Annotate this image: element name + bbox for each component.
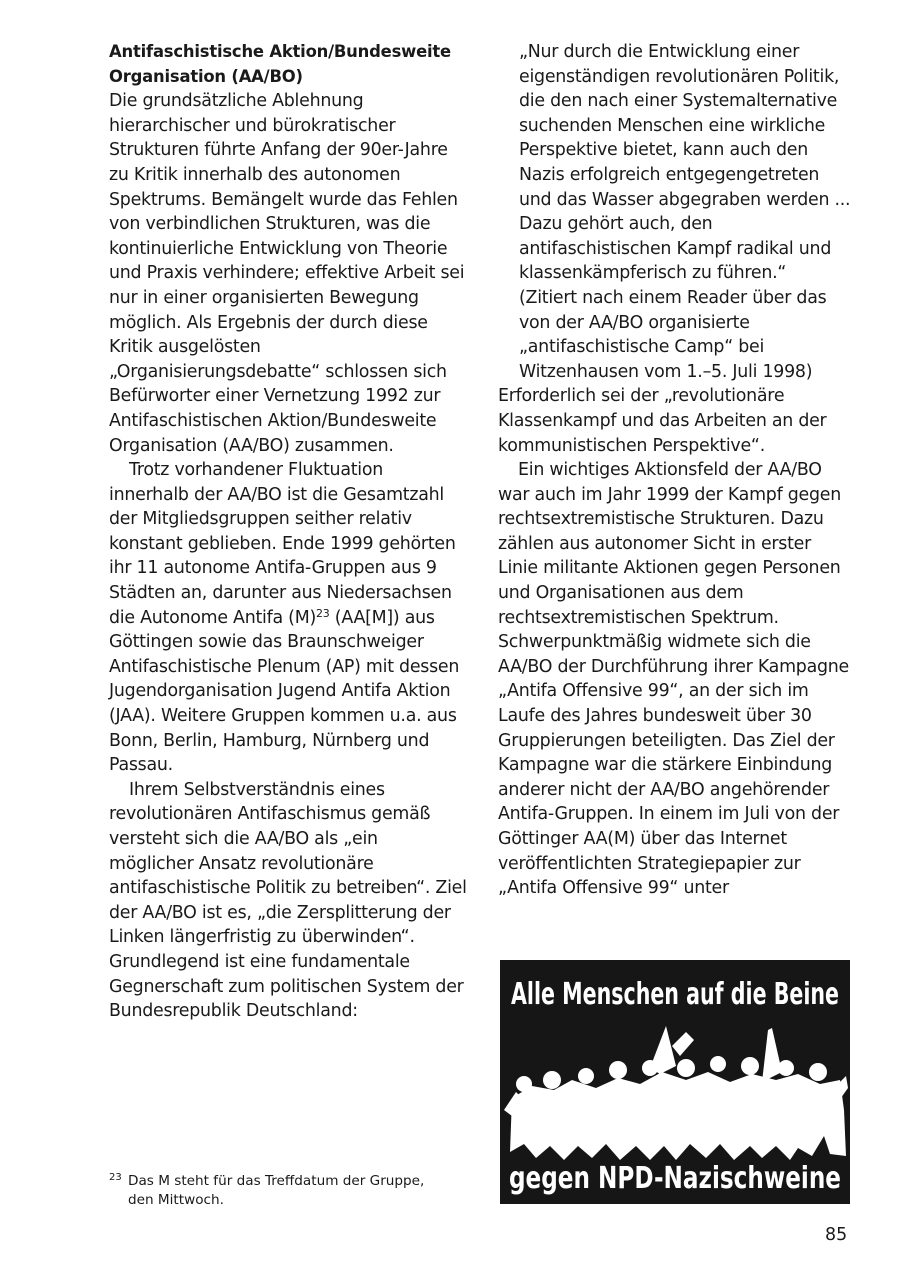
poster-top-text: Alle Menschen auf die Beine: [511, 977, 839, 1012]
paragraph-text: Trotz vorhandener Fluktuation innerhalb der AA/BO ist die Gesamtzahl der Mitgliedsgruppen seither relativ konstant geblieben. Ende 1999 gehörten ihr 11 autonome Antifa-Gruppen aus 9 Städten an, darunter aus Niedersachsen die Autonome Antifa (M): [109, 460, 456, 628]
body-paragraph: Ihrem Selbstverständnis eines revolutionären Antifaschismus gemäß versteht sich die AA/BO als „ein möglicher Ansatz revolutionäre antifaschistische Politik zu betreiben“. Ziel der AA/BO ist es, „die Zersplitterung der Linken längerfristig zu überwinden“. Grundlegend ist eine fundamentale Gegnerschaft zum politischen System der Bundesrepublik Deutschland:: [109, 779, 467, 1022]
left-column: [109, 40, 467, 1024]
footnote-number: 23: [109, 1172, 122, 1183]
footnote: [109, 1172, 449, 1209]
paragraph-text: (AA[M]) aus Göttingen sowie das Braunschweiger Antifaschistische Plenum (AP) mit dessen Jugendorganisation Jugend Antifa Aktion (JAA). Weitere Gruppen kommen u.a. aus Bonn, Berlin, Hamburg, Nürnberg und Passau.: [109, 607, 460, 776]
body-paragraph: Erforderlich sei der „revolutionäre Klassenkampf und das Arbeiten an der kommunistischen Perspektive“.: [498, 386, 827, 456]
block-quote: „Nur durch die Entwicklung einer eigenständigen revolutionären Politik, die den nach einer Systemalternative suchenden Menschen eine wirkliche Perspektive bietet, kann auch den Nazis erfolgreich entgegengetreten und das Wasser abgegraben werden ... Dazu gehört auch, den antifaschistischen Kampf radikal und klassenkämpferisch zu führen.“: [519, 42, 851, 284]
poster-graphic: [500, 960, 850, 1204]
body-paragraph: [109, 458, 467, 778]
poster-bottom-text: gegen NPD-Nazischweine: [509, 1161, 841, 1196]
page-number: 85: [825, 1225, 848, 1245]
section-heading: Antifaschistische Aktion/Bundesweite Organisation (AA/BO): [109, 42, 451, 86]
body-paragraph: Ein wichtiges Aktionsfeld der AA/BO war auch im Jahr 1999 der Kampf gegen rechtsextremistische Strukturen. Dazu zählen aus autonomer Sicht in erster Linie militante Aktionen gegen Personen und Organisationen aus dem rechtsextremistischen Spektrum. Schwerpunktmäßig widmete sich die AA/BO der Durchführung ihrer Kampagne „Antifa Offensive 99“, an der sich im Laufe des Jahres bundesweit über 30 Gruppierungen beteiligten. Das Ziel der Kampagne war die stärkere Einbindung anderer nicht der AA/BO angehörender Antifa-Gruppen. In einem im Juli von der Göttinger AA(M) über das Internet veröffentlichten Strategiepapier zur „Antifa Offensive 99“ unter: [498, 460, 849, 899]
footnote-text: Das M steht für das Treffdatum der Gruppe, den Mittwoch.: [128, 1173, 425, 1208]
quote-citation: (Zitiert nach einem Reader über das von der AA/BO organisierte „antifaschistische Camp“ bei Witzenhausen vom 1.–5. Juli 1998): [519, 287, 827, 382]
body-paragraph: Die grundsätzliche Ablehnung hierarchischer und bürokratischer Strukturen führte Anfang der 90er-Jahre zu Kritik innerhalb des autonomen Spektrums. Bemängelt wurde das Fehlen von verbindlichen Strukturen, was die kontinuierliche Entwicklung von Theorie und Praxis verhindere; effektive Arbeit sei nur in einer organisierten Bewegung möglich. Als Ergebnis der durch diese Kritik ausgelösten „Organisierungsdebatte“ schlossen sich Befürworter einer Vernetzung 1992 zur Antifaschistischen Aktion/Bundesweite Organisation (AA/BO) zusammen.: [109, 91, 465, 456]
protest-poster: [500, 960, 850, 1204]
footnote-reference[interactable]: 23: [316, 606, 330, 620]
right-column: [498, 40, 854, 901]
